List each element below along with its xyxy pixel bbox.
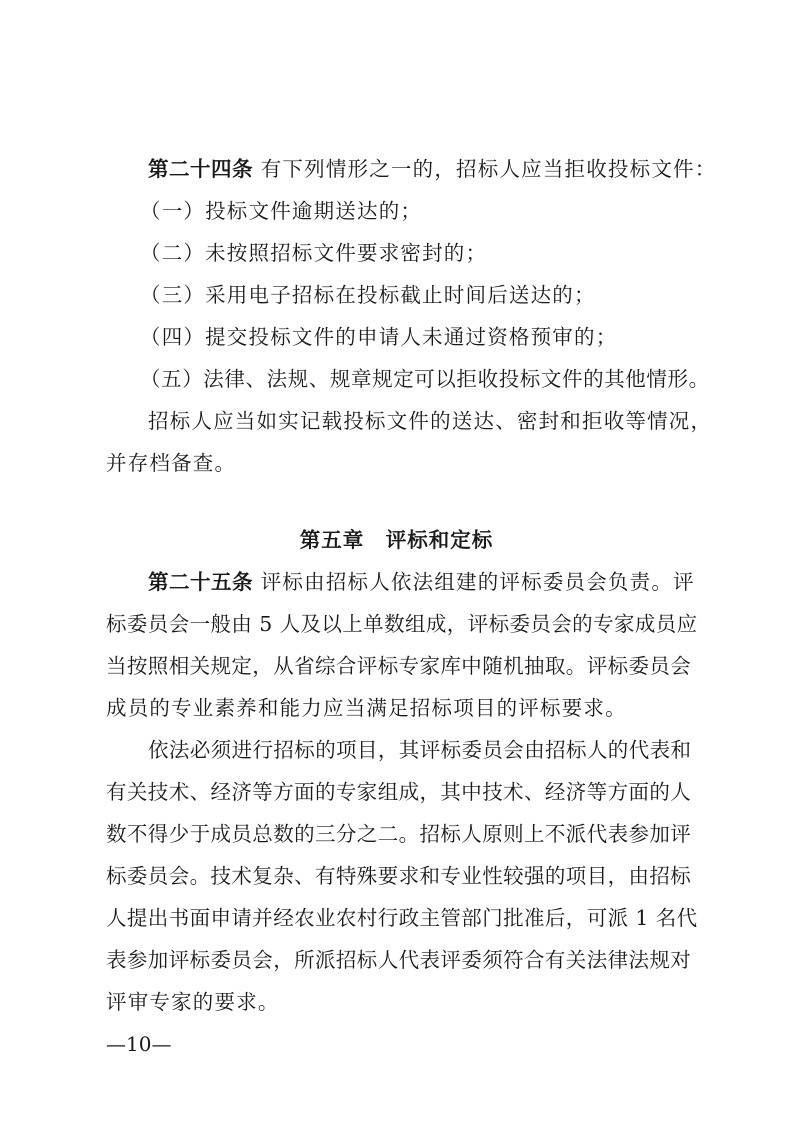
chapter-title: 第五章 评标和定标 [299, 528, 494, 552]
article-25-line-1: 评标由招标人依法组建的评标委员会负责。评 [260, 570, 695, 594]
article-25-title: 第二十五条 [148, 570, 253, 594]
article-24-paragraph-line-2: 并存档备查。 [106, 451, 237, 475]
article-25-line-8: 标委员会。技术复杂、有特殊要求和专业性较强的项目，由招标 [106, 864, 692, 888]
article-24-heading [148, 156, 738, 182]
article-24-item-1: （一）投标文件逾期送达的； [140, 199, 423, 223]
article-24-title: 第二十四条 [148, 157, 253, 181]
article-25-line-11: 评审专家的要求。 [106, 990, 280, 1014]
article-25-line-4: 成员的专业素养和能力应当满足招标项目的评标要求。 [106, 696, 627, 720]
article-24-item-4: （四）提交投标文件的申请人未通过资格预审的； [140, 325, 618, 349]
article-24-intro: 有下列情形之一的，招标人应当拒收投标文件： [260, 157, 717, 181]
article-24-item-2: （二）未按照招标文件要求密封的； [140, 241, 488, 265]
article-25-line-3: 当按照相关规定，从省综合评标专家库中随机抽取。评标委员会 [106, 654, 692, 678]
article-24-item-3: （三）采用电子招标在投标截止时间后送达的； [140, 283, 596, 307]
article-25-line-9: 人提出书面申请并经农业农村行政主管部门批准后，可派 1 名代 [106, 906, 698, 930]
article-25-heading [148, 569, 738, 595]
article-25-line-5: 依法必须进行招标的项目，其评标委员会由招标人的代表和 [148, 738, 692, 762]
article-25-line-6: 有关技术、经济等方面的专家组成，其中技术、经济等方面的人 [106, 780, 692, 804]
article-24-item-5: （五）法律、法规、规章规定可以拒收投标文件的其他情形。 [140, 367, 710, 391]
article-25-line-2: 标委员会一般由 5 人及以上单数组成，评标委员会的专家成员应 [106, 612, 698, 636]
page-number: —10— [106, 1032, 172, 1056]
article-25-line-10: 表参加评标委员会，所派招标人代表评委须符合有关法律法规对 [106, 948, 692, 972]
article-24-paragraph-line-1: 招标人应当如实记载投标文件的送达、密封和拒收等情况， [148, 409, 713, 433]
article-25-line-7: 数不得少于成员总数的三分之二。招标人原则上不派代表参加评 [106, 822, 692, 846]
